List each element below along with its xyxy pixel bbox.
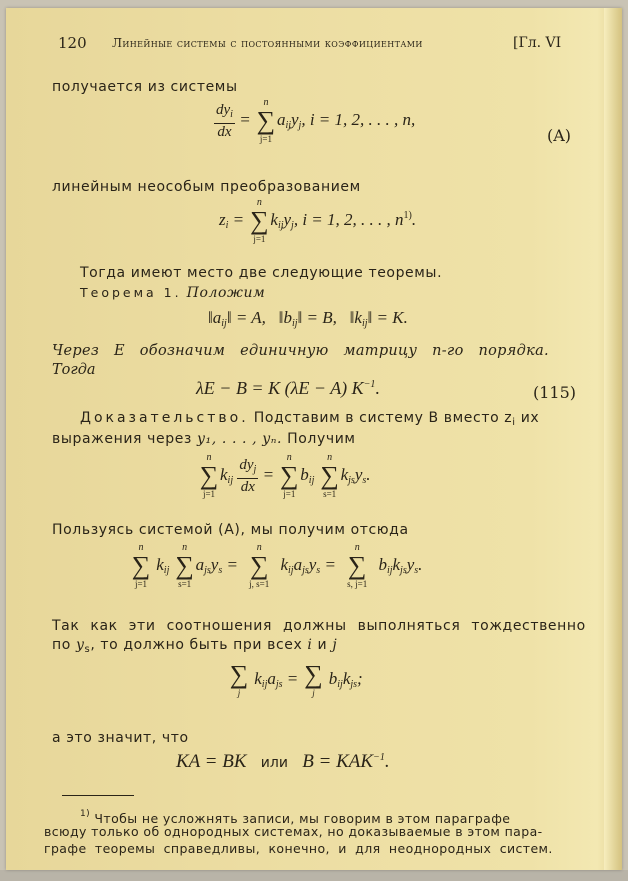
proof-label: Доказательство. (80, 410, 249, 426)
scan-background (0, 870, 628, 881)
equation-transformation: $z_i$ = n ∑ j=1 $k_{ij}y_j$, i = 1, 2, . . . , $n^{1)}$. (219, 197, 417, 244)
equation-label-A: (A) (547, 126, 572, 145)
chapter-reference: [Гл. VI (513, 35, 562, 51)
page-gutter-shadow (604, 8, 622, 870)
footnote-divider (62, 795, 134, 796)
page-number: 120 (58, 34, 87, 52)
body-text-line: получается из системы (52, 79, 238, 95)
body-text-line: Так как эти соотношения должны выполняться тождественно (52, 618, 586, 634)
equation-final: KA = BK или $B = KAK^{-1}$. (176, 751, 390, 772)
equation-115: λE − B = K (λE − A) $K^{-1}$. (196, 378, 380, 398)
footnote-marker: 1) (403, 209, 412, 221)
footnote-line: всюду только об однородных системах, но доказываемые в этом пара- (44, 824, 543, 839)
equation-substituted: n ∑ j=1 $k_{ij}$ $\frac{dy_j}{dx}$ = n ∑ j=1 $b_{ij}$ n ∑ s=1 $k_{js}y_s$. (199, 452, 371, 499)
proof-line: выражения через y₁, . . . , yₙ. Получим (52, 431, 356, 447)
derivative-fraction: $\frac{dy_i}{dx}$ (216, 102, 233, 140)
summation-sign: n ∑ j=1 (256, 97, 276, 144)
theorem-text-line: Через E обозначим единичную матрицу n-го порядка. (52, 343, 549, 359)
equation-label-115: (115) (533, 383, 577, 402)
equation-A: $\frac{dy_i}{dx}$ = n ∑ j=1 $a_{ij}y_j$, i = 1, 2, . . . , n, (216, 97, 416, 144)
equation-matrices: $‖a_{ij}‖ = A$, $‖b_{ij}‖ = B$, $‖k_{ij}‖ = K$. (208, 308, 408, 329)
body-text-line: по $y_s$, то должно быть при всех i и j (52, 637, 338, 655)
proof-line: Доказательство. Подставим в систему B вместо $z_i$ их (80, 410, 540, 428)
equation-expanded: n ∑ j=1 $k_{ij}$ n ∑ s=1 $a_{js}y_s$ = n ∑ j, s=1 $k_{ij}a_{js}y_s$ = n ∑ s, j=1 $b_{ij}k_{js}y_s$. (131, 542, 423, 589)
theorem-text-line: Тогда (52, 362, 96, 378)
footnote-line: графе теоремы справедливы, конечно, и для неоднородных систем. (44, 841, 553, 856)
footnote-line: $^{1)}$ Чтобы не усложнять записи, мы говорим в этом параграфе (80, 809, 511, 826)
theorem-label: Теорема 1. (80, 285, 182, 300)
body-text-line: а это значит, что (52, 730, 189, 746)
footnote-mark: 1) (80, 809, 91, 819)
running-title: Линейные системы с постоянными коэффициентами (112, 36, 423, 50)
body-text-line: Пользуясь системой (A), мы получим отсюда (52, 522, 409, 538)
theorem-heading (80, 285, 265, 301)
body-text-line: линейным неособым преобразованием (52, 179, 361, 195)
body-text-line: Тогда имеют место две следующие теоремы. (80, 265, 443, 281)
theorem-intro: Положим (186, 285, 266, 301)
summation-sign: n ∑ j=1 (250, 197, 269, 244)
equation-elementwise: ∑ j $k_{ij}a_{js}$ = ∑ j $b_{ij}k_{js}$; (229, 660, 363, 698)
